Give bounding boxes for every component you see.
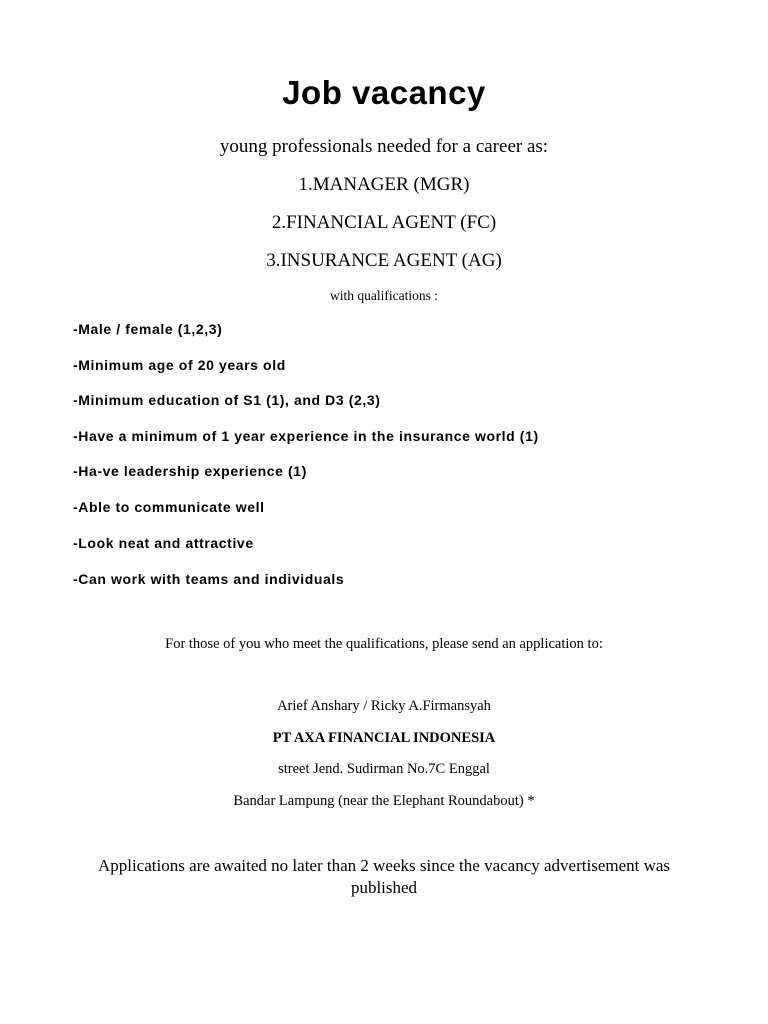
send-to-text: For those of you who meet the qualifications, please send an application to: — [165, 636, 603, 652]
qualification-item: -Can work with teams and individuals — [73, 571, 345, 587]
position-item: 3.INSURANCE AGENT (AG) — [266, 250, 502, 271]
page-title: Job vacancy — [282, 74, 486, 111]
qualification-item: -Minimum education of S1 (1), and D3 (2,3) — [73, 392, 381, 408]
closing-text: Applications are awaited no later than 2 weeks since the vacancy advertisement was published — [97, 856, 671, 897]
qualification-item: -Male / female (1,2,3) — [73, 321, 223, 337]
intro-text: young professionals needed for a career as: — [219, 136, 549, 157]
position-item: 1.MANAGER (MGR) — [298, 174, 470, 195]
qualification-item: -Look neat and attractive — [73, 535, 254, 551]
qualifications-heading: with qualifications : — [330, 288, 438, 303]
company-name: PT AXA FINANCIAL INDONESIA — [272, 730, 496, 746]
contact-names: Arief Anshary / Ricky A.Firmansyah — [277, 698, 491, 714]
qualification-item: -Have a minimum of 1 year experience in the insurance world (1) — [73, 428, 539, 444]
qualification-item: -Ha-ve leadership experience (1) — [73, 463, 307, 479]
position-item: 2.FINANCIAL AGENT (FC) — [271, 212, 497, 233]
contact-city: Bandar Lampung (near the Elephant Roundabout) * — [233, 793, 535, 809]
qualification-item: -Able to communicate well — [73, 499, 265, 515]
contact-street: street Jend. Sudirman No.7C Enggal — [278, 761, 490, 777]
qualification-item: -Minimum age of 20 years old — [73, 357, 286, 373]
